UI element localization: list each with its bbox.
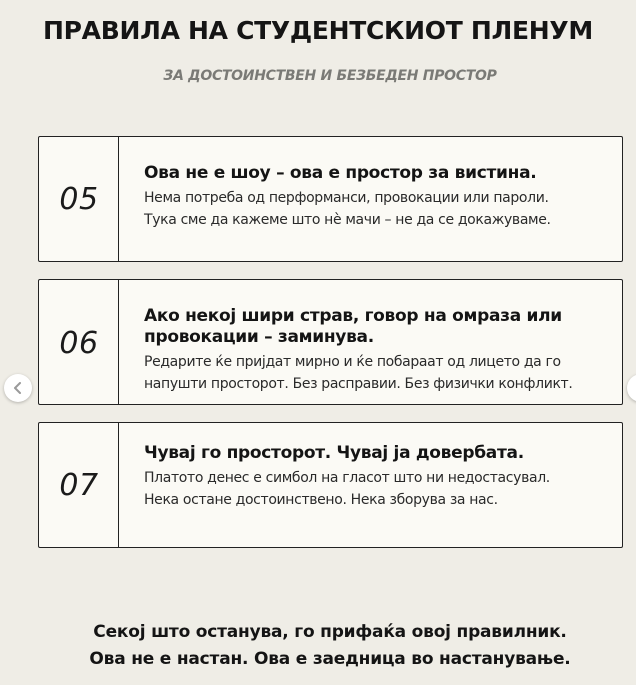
rule-heading: Ако некој шири страв, говор на омраза или провокации – заминува.	[144, 306, 562, 347]
rule-card-07	[38, 422, 623, 548]
rule-card-06	[38, 279, 623, 405]
rule-number-cell	[39, 280, 119, 404]
rule-content	[144, 443, 614, 511]
chevron-left-icon	[12, 382, 24, 394]
rule-number-cell	[39, 137, 119, 261]
page-title: ПРАВИЛА НА СТУДЕНТСКИОТ ПЛЕНУМ	[43, 16, 593, 45]
rule-body: Нема потреба од перформанси, провокации или пароли. Тука сме да кажеме што нè мачи – не да се докажуваме.	[144, 190, 551, 228]
rule-number: 07	[59, 468, 99, 503]
page-subtitle: ЗА ДОСТОИНСТВЕН И БЕЗБЕДЕН ПРОСТОР	[163, 68, 497, 84]
rule-number: 06	[59, 326, 99, 361]
rule-content	[144, 306, 614, 395]
rule-number-cell	[39, 423, 119, 547]
rule-number: 05	[59, 182, 99, 217]
footer-line-2: Ова не е настан. Ова е заедница во настанување.	[89, 649, 571, 669]
rule-body: Редарите ќе пријдат мирно и ќе побараат од лицето да го напушти просторот. Без расправии. Без физички конфликт.	[144, 354, 573, 392]
rule-content	[144, 163, 614, 231]
rule-heading: Чувај го просторот. Чувај ја довербата.	[144, 443, 524, 463]
carousel-prev-button[interactable]	[4, 374, 32, 402]
rule-heading: Ова не е шоу – ова е простор за вистина.	[144, 163, 537, 183]
footer-line-1: Секој што останува, го прифаќа овој правилник.	[93, 622, 567, 642]
carousel-next-button[interactable]	[627, 374, 636, 402]
rule-body: Платото денес е симбол на гласот што ни недостасувал. Нека остане достоинствено. Нека зборува за нас.	[144, 470, 550, 508]
rule-card-05	[38, 136, 623, 262]
